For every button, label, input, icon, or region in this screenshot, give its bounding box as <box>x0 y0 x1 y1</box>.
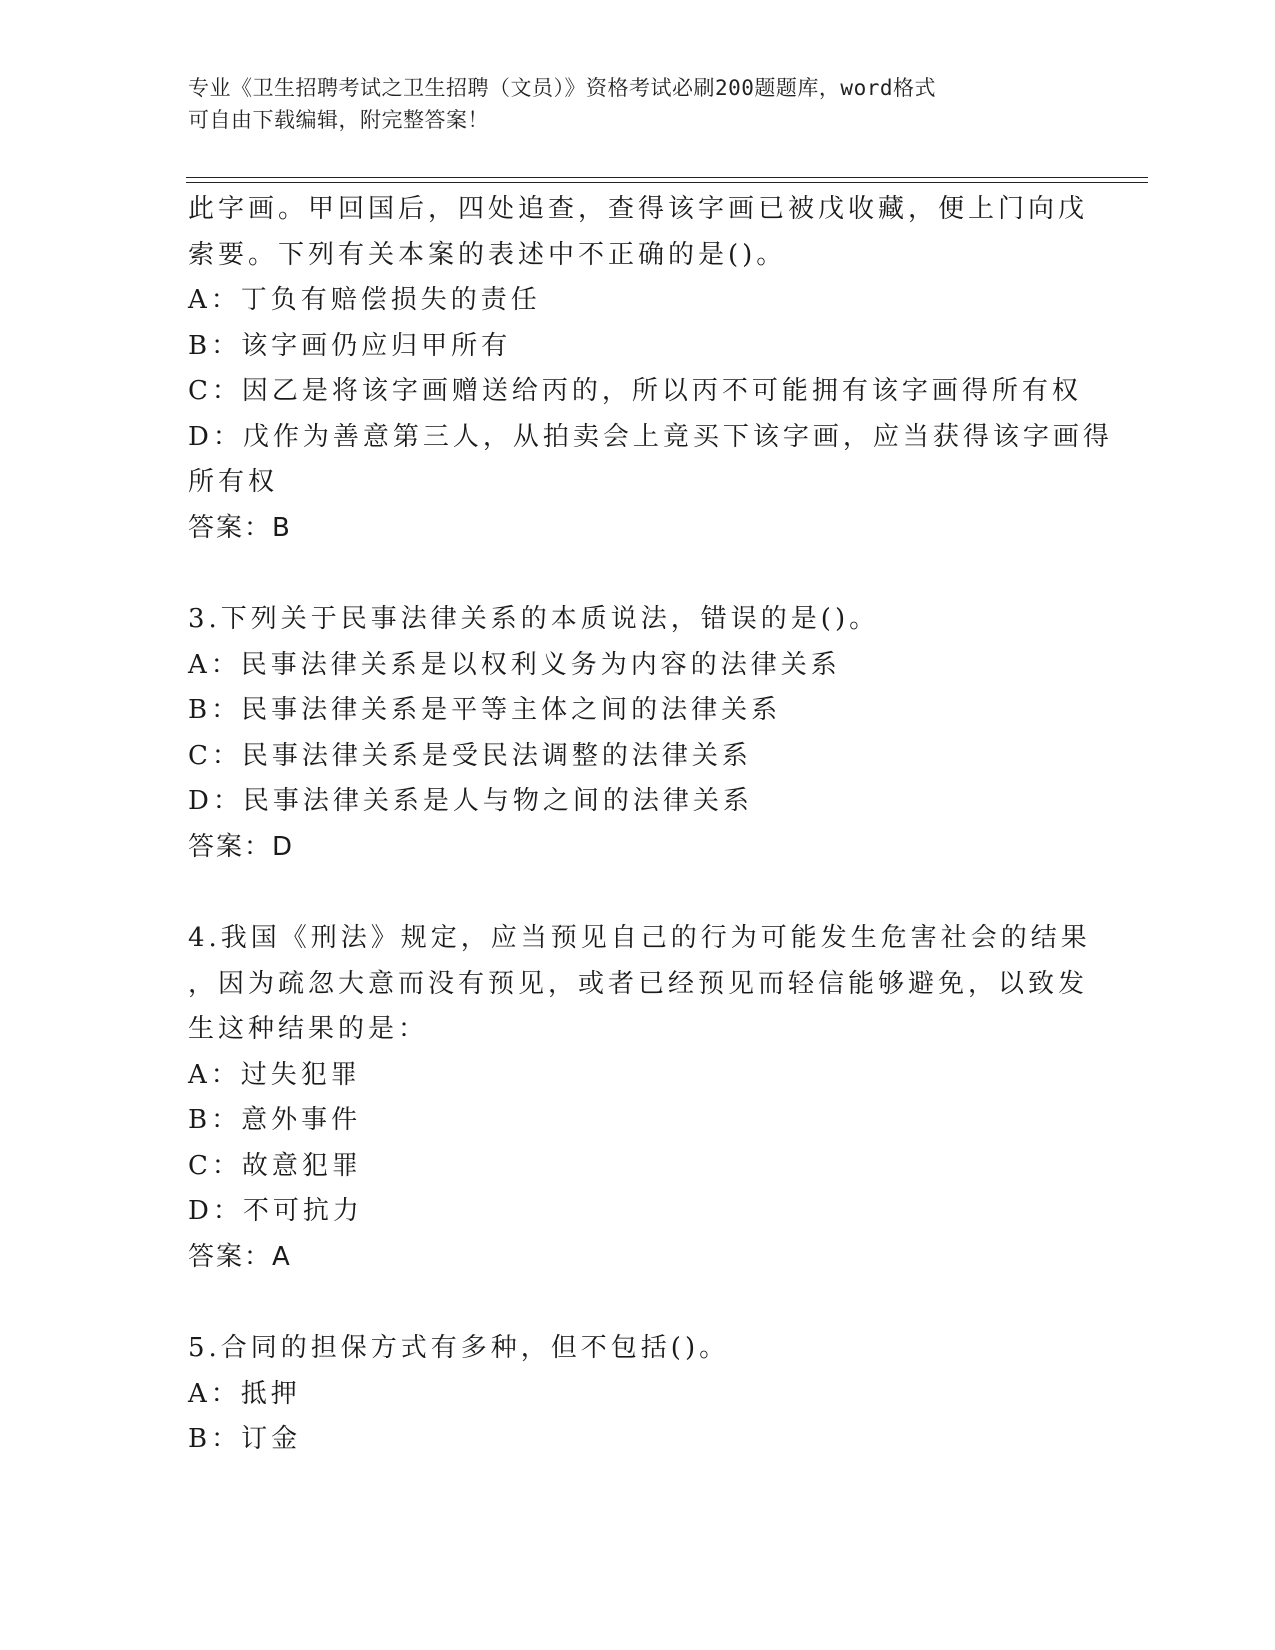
answer: 答案：A <box>188 1241 292 1272</box>
spacer <box>188 870 1088 916</box>
question-3 <box>188 597 1088 870</box>
option-c: C：因乙是将该字画赠送给丙的，所以丙不可能拥有该字画得所有权 <box>188 376 1082 406</box>
question-text: ，因为疏忽大意而没有预见，或者已经预见而轻信能够避免，以致发 <box>188 968 1089 999</box>
question-2 <box>188 187 1113 551</box>
option-d: D：不可抗力 <box>188 1196 363 1226</box>
question-text: 此字画。甲回国后，四处追查，查得该字画已被戊收藏，便上门向戊 <box>188 194 1089 224</box>
question-text: 5.合同的担保方式有多种，但不包括()。 <box>188 1333 730 1363</box>
option-a: A：过失犯罪 <box>188 1059 361 1090</box>
question-text: 4.我国《刑法》规定，应当预见自己的行为可能发生危害社会的结果 <box>188 923 1091 953</box>
question-text: 3.下列关于民事法律关系的本质说法，错误的是()。 <box>188 604 880 634</box>
option-b: B：该字画仍应归甲所有 <box>188 330 512 361</box>
option-a: A：丁负有赔偿损失的责任 <box>188 285 541 315</box>
option-b: B：意外事件 <box>188 1105 362 1135</box>
question-text: 索要。下列有关本案的表述中不正确的是()。 <box>188 239 787 270</box>
question-list <box>188 187 1113 1463</box>
header-divider-top <box>186 177 1148 178</box>
spacer <box>188 551 1088 597</box>
option-d: D：戊作为善意第三人，从拍卖会上竟买下该字画，应当获得该字画得 <box>188 421 1113 452</box>
answer: 答案：D <box>188 831 295 862</box>
question-4 <box>188 916 1091 1280</box>
option-b: B：民事法律关系是平等主体之间的法律关系 <box>188 695 782 725</box>
question-text: 生这种结果的是： <box>188 1014 429 1044</box>
document-header <box>188 72 1068 136</box>
option-d: D：民事法律关系是人与物之间的法律关系 <box>188 786 753 816</box>
question-5 <box>188 1326 1088 1463</box>
option-b: B：订金 <box>188 1424 302 1454</box>
answer: 答案：B <box>188 512 292 543</box>
option-a: A：抵押 <box>188 1378 301 1409</box>
header-divider-bottom <box>186 182 1148 183</box>
option-a: A：民事法律关系是以权利义务为内容的法律关系 <box>188 649 841 680</box>
option-c: C：民事法律关系是受民法调整的法律关系 <box>188 740 752 771</box>
spacer <box>188 1280 1088 1326</box>
header-line-2: 可自由下载编辑，附完整答案！ <box>188 108 489 132</box>
header-line-1: 专业《卫生招聘考试之卫生招聘（文员）》资格考试必刷200题题库，word格式 <box>188 76 936 100</box>
option-d-continued: 所有权 <box>188 467 279 497</box>
option-c: C：故意犯罪 <box>188 1150 362 1181</box>
